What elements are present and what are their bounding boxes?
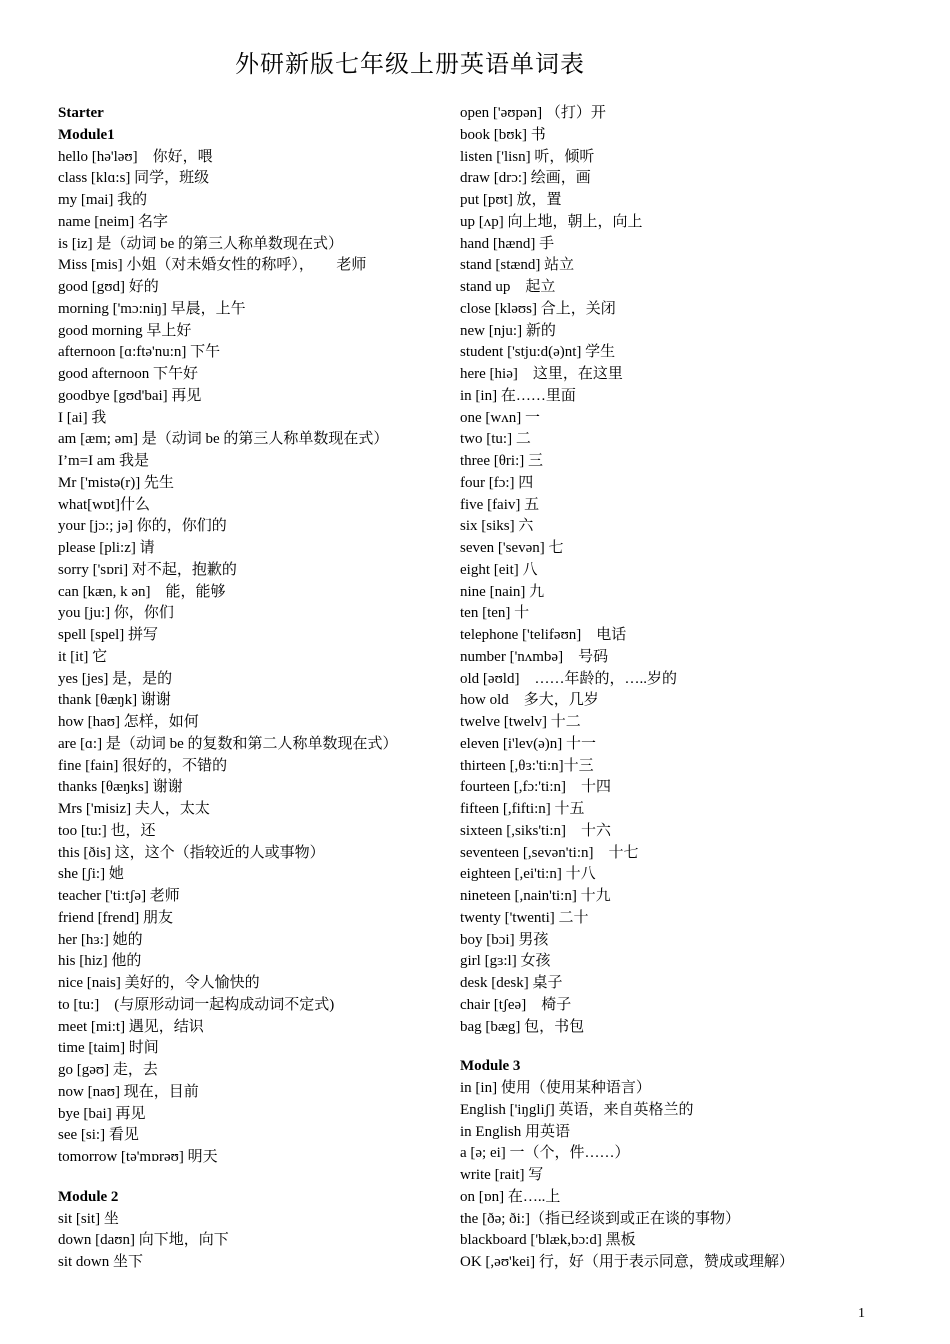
- vocabulary-entry: fifteen [,fifti:n] 十五: [460, 801, 585, 817]
- vocabulary-entry: what[wɒt]什么: [58, 496, 150, 513]
- vocabulary-entry: twelve [twelv] 十二: [460, 714, 581, 730]
- vocabulary-entry: my [mai] 我的: [58, 192, 148, 208]
- vocabulary-entry: six [siks] 六: [460, 518, 534, 535]
- vocabulary-entry: it [it] 它: [58, 648, 108, 665]
- vocabulary-entry: sit down 坐下: [58, 1254, 144, 1270]
- vocabulary-entry: your [jɔ:; jə] 你的，你们的: [58, 518, 227, 535]
- vocabulary-entry: am [æm; əm] 是（动词 be 的第三人称单数现在式）: [58, 431, 389, 448]
- vocabulary-entry: sit [sit] 坐: [58, 1210, 119, 1227]
- vocabulary-entry: old [əʊld] ……年龄的，…..岁的: [460, 670, 677, 687]
- right-column: [460, 103, 860, 1274]
- vocabulary-entry: goodbye [gʊd'bai] 再见: [58, 387, 202, 404]
- vocabulary-entry: eleven [i'lev(ə)n] 十一: [460, 735, 596, 752]
- page-title: 外研新版七年级上册英语单词表: [235, 50, 585, 78]
- vocabulary-entry: up [ʌp] 向上地，朝上，向上: [460, 213, 643, 230]
- left-column: [58, 103, 443, 1274]
- vocabulary-entry: open ['əʊpən] （打）开: [460, 105, 606, 121]
- vocabulary-entry: new [nju:] 新的: [460, 322, 556, 339]
- vocabulary-entry: three [θri:] 三: [460, 453, 543, 469]
- vocabulary-entry: boy [bɔi] 男孩: [460, 931, 549, 948]
- vocabulary-entry: morning ['mɔ:niŋ] 早晨，上午: [58, 300, 246, 317]
- vocabulary-entry: number ['nʌmbə] 号码: [460, 648, 609, 665]
- vocabulary-entry: eighteen [,ei'ti:n] 十八: [460, 866, 596, 883]
- section-spacer: [460, 1038, 860, 1056]
- vocabulary-entry: good afternoon 下午好: [58, 366, 198, 382]
- vocabulary-entry: class [klɑ:s] 同学，班级: [58, 170, 210, 187]
- vocabulary-entry: afternoon [ɑ:ftə'nu:n] 下午: [58, 344, 221, 361]
- vocabulary-entry: meet [mi:t] 遇见，结识: [58, 1018, 204, 1035]
- vocabulary-entry: eight [eit] 八: [460, 561, 538, 578]
- vocabulary-entry: close [kləʊs] 合上，关闭: [460, 300, 616, 317]
- vocabulary-entry: nice [nais] 美好的，令人愉快的: [58, 975, 260, 991]
- vocabulary-entry: fine [fain] 很好的，不错的: [58, 757, 228, 774]
- vocabulary-entry: sorry ['sɒri] 对不起，抱歉的: [58, 561, 237, 578]
- vocabulary-entry: write [rait] 写: [460, 1167, 544, 1183]
- vocabulary-entry: down [daʊn] 向下地，向下: [58, 1232, 229, 1249]
- vocabulary-entry: good morning 早上好: [58, 322, 192, 339]
- vocabulary-entry: I [ai] 我: [58, 409, 107, 426]
- vocabulary-entry: teacher ['ti:tʃə] 老师: [58, 888, 180, 904]
- vocabulary-entry: now [naʊ] 现在，目前: [58, 1083, 199, 1100]
- module-heading: Module 2: [58, 1188, 119, 1205]
- module-heading: Module1: [58, 126, 115, 143]
- vocabulary-entry: see [si:] 看见: [58, 1127, 139, 1144]
- vocabulary-entry: seventeen [,sevən'ti:n] 十七: [460, 844, 639, 861]
- vocabulary-entry: English ['iŋgliʃ] 英语，来自英格兰的: [460, 1101, 694, 1118]
- vocabulary-entry: book [bʊk] 书: [460, 126, 546, 143]
- vocabulary-entry: telephone ['telifəʊn] 电话: [460, 627, 627, 643]
- module-heading: Module 3: [460, 1058, 521, 1075]
- vocabulary-entry: two [tu:] 二: [460, 431, 531, 448]
- vocabulary-entry: how [haʊ] 怎样，如何: [58, 714, 199, 730]
- vocabulary-entry: you [ju:] 你，你们: [58, 605, 174, 622]
- vocabulary-entry: a [ə; ei] 一（个，件……）: [460, 1145, 630, 1162]
- vocabulary-entry: seven ['sevən] 七: [460, 540, 564, 556]
- vocabulary-entry: desk [desk] 桌子: [460, 975, 563, 991]
- vocabulary-entry: twenty ['twenti] 二十: [460, 909, 589, 926]
- vocabulary-entry: too [tu:] 也，还: [58, 822, 156, 839]
- vocabulary-entry: his [hiz] 他的: [58, 953, 142, 970]
- page-number: 1: [858, 1306, 865, 1321]
- vocabulary-entry: bye [bai] 再见: [58, 1105, 146, 1122]
- vocabulary-entry: five [faiv] 五: [460, 496, 540, 513]
- vocabulary-entry: Mr ['mistə(r)] 先生: [58, 474, 175, 491]
- vocabulary-entry: sixteen [,siks'ti:n] 十六: [460, 822, 612, 839]
- vocabulary-entry: friend [frend] 朋友: [58, 909, 173, 926]
- vocabulary-entry: one [wʌn] 一: [460, 409, 540, 426]
- module-heading: Starter: [58, 105, 104, 121]
- vocabulary-entry: nine [nain] 九: [460, 583, 545, 600]
- section-spacer: [58, 1169, 443, 1187]
- vocabulary-entry: spell [spel] 拼写: [58, 627, 158, 643]
- vocabulary-entry: Miss [mis] 小姐（对未婚女性的称呼）， 老师: [58, 257, 367, 274]
- vocabulary-entry: go [gəʊ] 走，去: [58, 1062, 158, 1078]
- vocabulary-entry: Mrs ['misiz] 夫人，太太: [58, 801, 210, 817]
- vocabulary-entry: time [taim] 时间: [58, 1040, 159, 1057]
- vocabulary-entry: thanks [θæŋks] 谢谢: [58, 779, 183, 796]
- vocabulary-entry: thank [θæŋk] 谢谢: [58, 692, 171, 709]
- vocabulary-entry: she [ʃi:] 她: [58, 866, 124, 883]
- vocabulary-entry: stand up 起立: [460, 279, 556, 295]
- vocabulary-entry: thirteen [,θɜ:'ti:n]十三: [460, 757, 594, 774]
- vocabulary-entry: yes [jes] 是，是的: [58, 670, 173, 687]
- vocabulary-entry: how old 多大，几岁: [460, 692, 599, 709]
- vocabulary-entry: hello [hə'ləʊ] 你好，喂: [58, 148, 213, 165]
- vocabulary-entry: are [ɑ:] 是（动词 be 的复数和第二人称单数现在式）: [58, 735, 398, 752]
- vocabulary-entry: four [fɔ:] 四: [460, 474, 534, 491]
- vocabulary-entry: bag [bæg] 包，书包: [460, 1018, 585, 1035]
- vocabulary-entry: here [hiə] 这里，在这里: [460, 366, 623, 382]
- vocabulary-entry: tomorrow [tə'mɒrəʊ] 明天: [58, 1149, 218, 1165]
- vocabulary-entry: ten [ten] 十: [460, 605, 530, 622]
- vocabulary-entry: her [hɜ:] 她的: [58, 931, 143, 948]
- vocabulary-entry: please [pli:z] 请: [58, 540, 155, 556]
- vocabulary-entry: draw [drɔ:] 绘画，画: [460, 170, 591, 187]
- vocabulary-entry: nineteen [,nain'ti:n] 十九: [460, 888, 611, 904]
- vocabulary-entry: good [gʊd] 好的: [58, 279, 159, 295]
- vocabulary-entry: OK [,əʊ'kei] 行，好（用于表示同意，赞成或理解）: [460, 1254, 794, 1270]
- vocabulary-entry: hand [hænd] 手: [460, 235, 555, 252]
- vocabulary-entry: this [ðis] 这，这个（指较近的人或事物）: [58, 844, 325, 861]
- vocabulary-entry: stand [stænd] 站立: [460, 257, 575, 274]
- vocabulary-entry: listen ['lisn] 听，倾听: [460, 148, 595, 165]
- vocabulary-entry: put [pʊt] 放，置: [460, 192, 562, 208]
- vocabulary-entry: I’m=I am 我是: [58, 453, 149, 469]
- vocabulary-entry: the [ðə; ði:]（指已经谈到或正在谈的事物）: [460, 1210, 740, 1227]
- vocabulary-entry: in [in] 在……里面: [460, 387, 576, 404]
- vocabulary-entry: girl [gɜ:l] 女孩: [460, 953, 551, 970]
- vocabulary-entry: blackboard ['blæk,bɔ:d] 黑板: [460, 1232, 636, 1249]
- vocabulary-entry: student ['stju:d(ə)nt] 学生: [460, 344, 616, 361]
- vocabulary-entry: fourteen [,fɔ:'ti:n] 十四: [460, 779, 611, 796]
- vocabulary-entry: is [iz] 是（动词 be 的第三人称单数现在式）: [58, 235, 343, 252]
- vocabulary-entry: on [ɒn] 在…..上: [460, 1188, 561, 1205]
- vocabulary-entry: chair [tʃeə] 椅子: [460, 996, 572, 1013]
- vocabulary-entry: to [tu:] (与原形动词一起构成动词不定式): [58, 996, 335, 1013]
- vocabulary-entry: can [kæn, k ən] 能，能够: [58, 583, 226, 600]
- vocabulary-entry: in English 用英语: [460, 1123, 571, 1140]
- vocabulary-entry: in [in] 使用（使用某种语言）: [460, 1080, 651, 1096]
- vocabulary-entry: name [neim] 名字: [58, 213, 168, 230]
